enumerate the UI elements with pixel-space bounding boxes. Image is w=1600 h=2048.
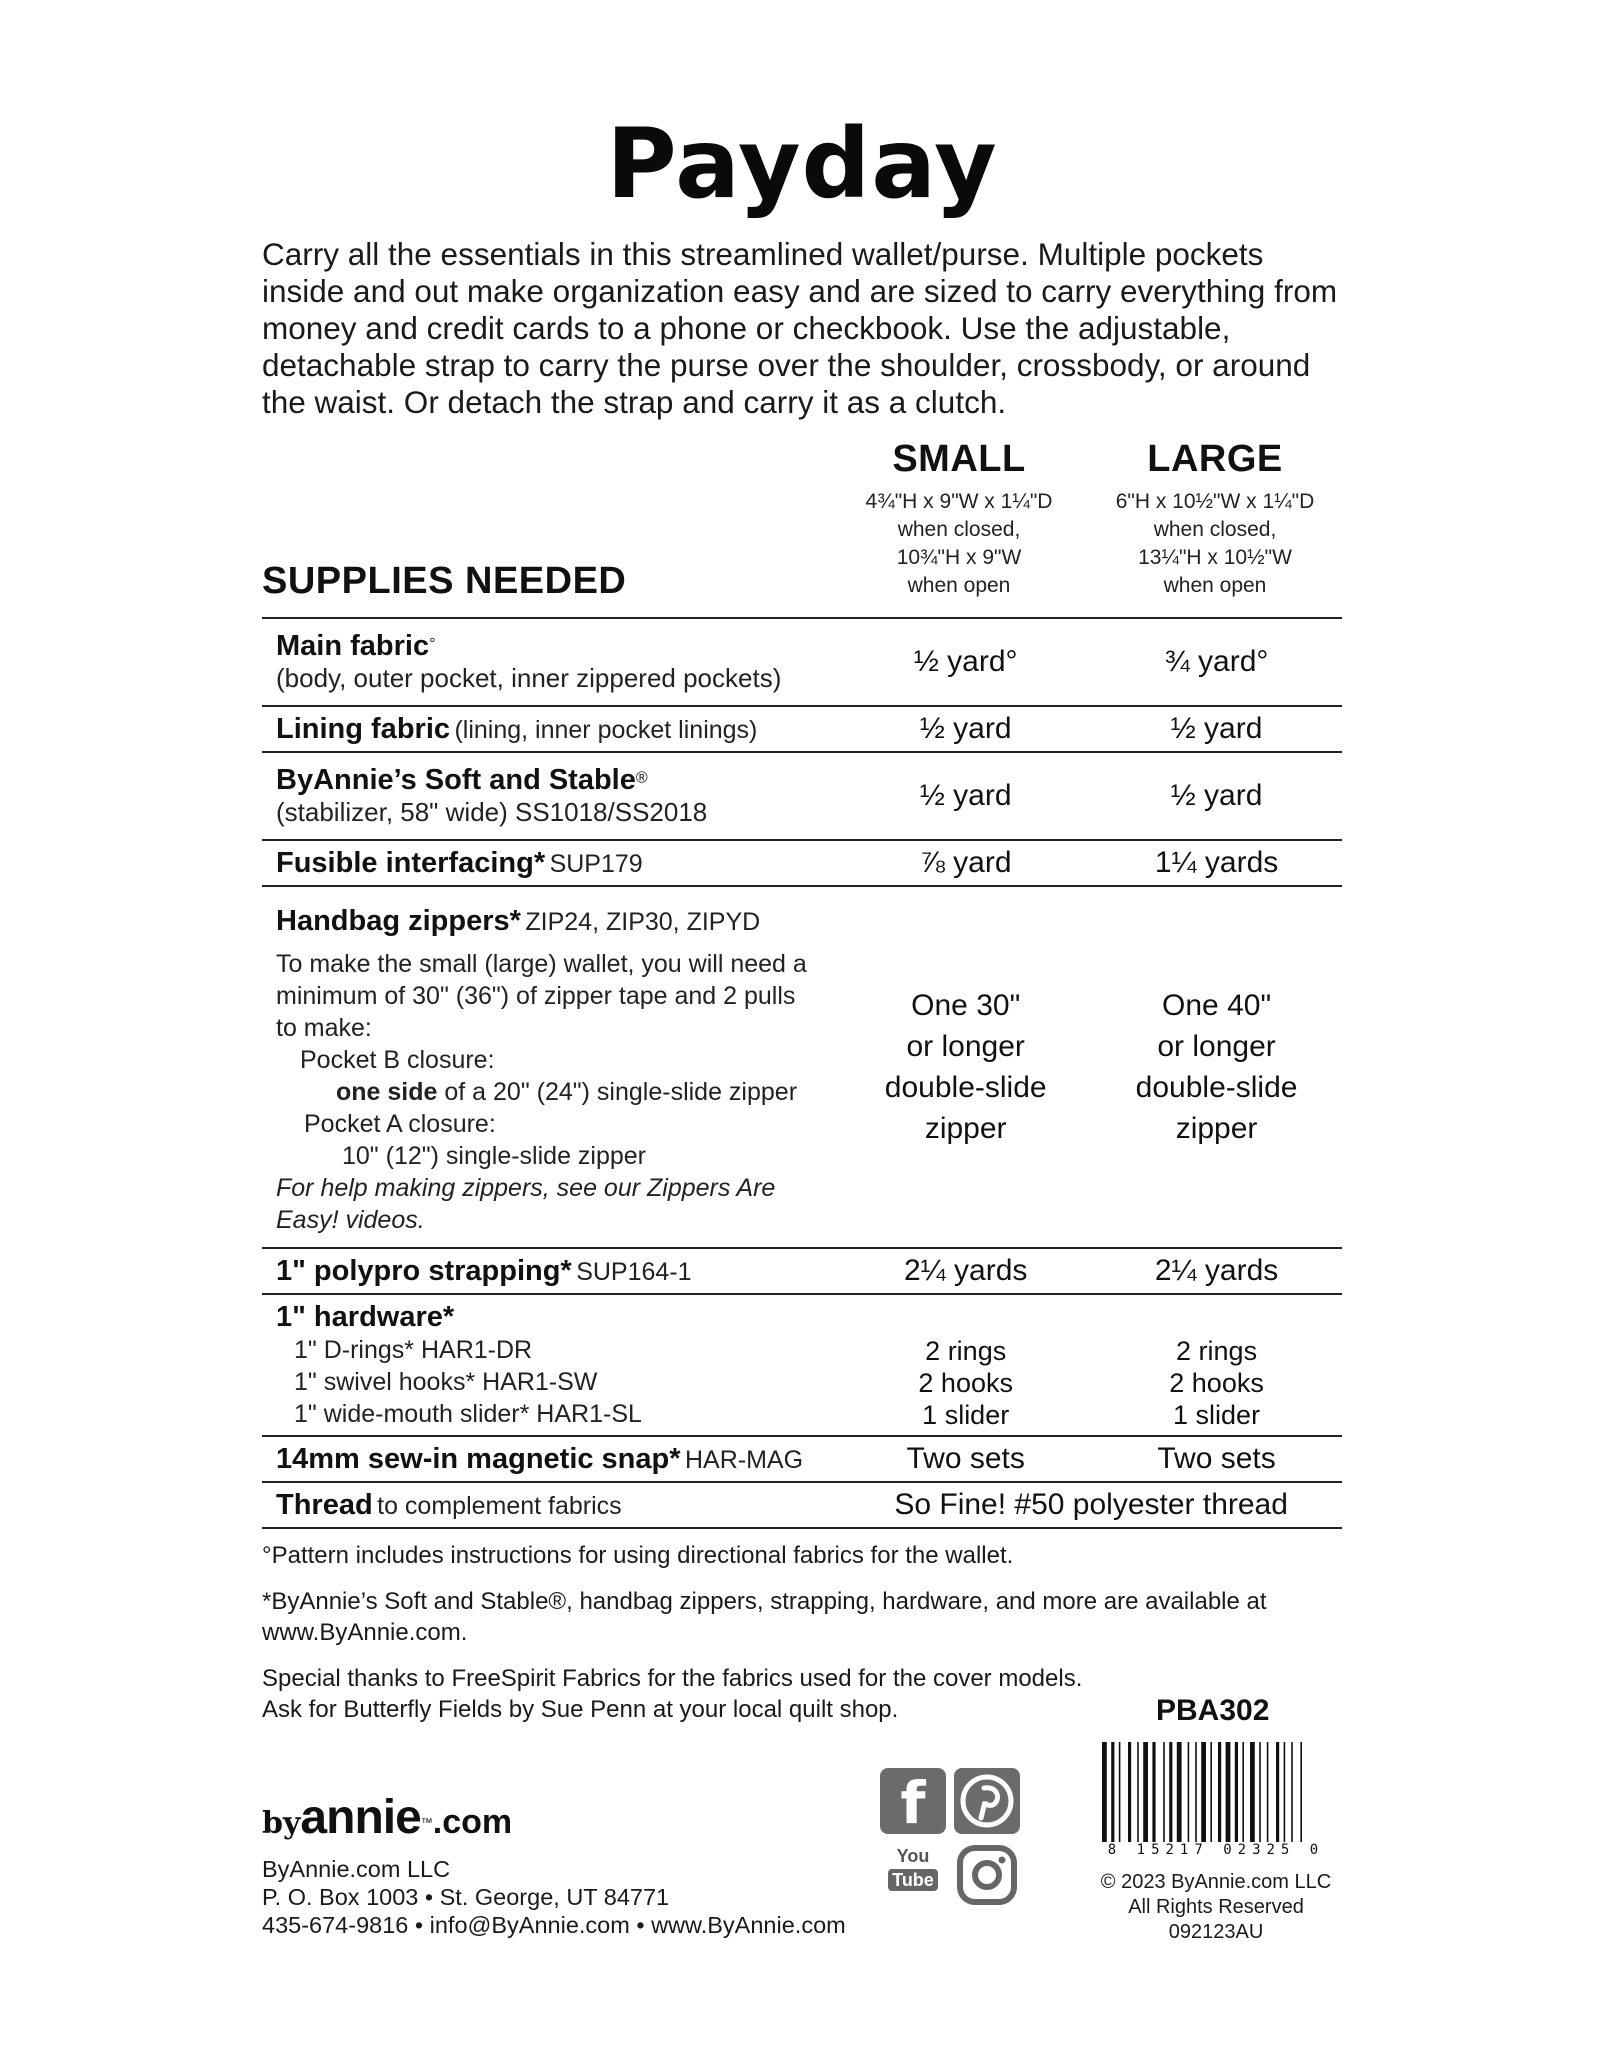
directional-note: °Pattern includes instructions for using directional fabrics for the wallet. xyxy=(262,1542,1014,1569)
item-note: SUP179 xyxy=(549,849,643,878)
qty-line: 1 slider xyxy=(922,1400,1010,1430)
item-cell xyxy=(262,752,840,840)
youtube-icon[interactable] xyxy=(880,1842,946,1908)
barcode-bar xyxy=(1235,1742,1238,1842)
dim-line: 13¼"H x 10½"W xyxy=(1138,546,1292,569)
note-line: *ByAnnie’s Soft and Stable®, handbag zippers, strapping, hardware, and more are available at xyxy=(262,1588,1267,1615)
instruction-line: minimum of 30" (36") of zipper tape and 2 pulls xyxy=(276,981,796,1010)
note-line: www.ByAnnie.com. xyxy=(262,1619,468,1646)
size-column-small xyxy=(834,436,1084,600)
item-cell xyxy=(262,1482,840,1528)
size-label-large: LARGE xyxy=(1147,438,1283,480)
item-name: Thread xyxy=(276,1488,373,1521)
instruction-line: To make the small (large) wallet, you will need a xyxy=(276,949,807,978)
logo-annie: annie xyxy=(300,1791,421,1844)
item-name: 1" hardware* xyxy=(276,1300,455,1333)
note-line: Special thanks to FreeSpirit Fabrics for the fabrics used for the cover models. xyxy=(262,1665,1083,1692)
logo-com: .com xyxy=(432,1803,513,1841)
barcode-bar xyxy=(1284,1742,1286,1842)
barcode-bar xyxy=(1210,1742,1212,1842)
instruction-line xyxy=(276,1076,840,1108)
barcode-bar xyxy=(1250,1742,1255,1842)
logo-by: by xyxy=(262,1806,301,1841)
copyright-line: 092123AU xyxy=(1168,1921,1264,1943)
copyright-block xyxy=(1098,1870,1334,1945)
table-row xyxy=(262,840,1342,886)
qty-line: zipper xyxy=(1175,1112,1258,1145)
youtube-text: Tube xyxy=(888,1869,938,1891)
facebook-glyph: f xyxy=(900,1769,926,1837)
item-note: (body, outer pocket, inner zippered pockets) xyxy=(276,663,782,693)
social-links xyxy=(880,1768,1030,1918)
table-row xyxy=(262,1436,1342,1482)
instagram-glyph xyxy=(954,1842,1020,1908)
byannie-logo xyxy=(262,1790,512,1854)
barcode-bar xyxy=(1291,1742,1293,1842)
intro-paragraph: Carry all the essentials in this streamlined wallet/purse. Multiple pockets inside and out make organization easy and are sized to carry everything from money and credit cards to a phone or checkbook. Use the adjustable, detachable strap to carry the purse over the shoulder, crossbody, or around the waist. Or detach the strap and carry it as a clutch. xyxy=(262,236,1338,420)
pattern-back-cover xyxy=(262,0,1342,2048)
qty-small xyxy=(840,1294,1091,1436)
detail-text: of a 20" (24") single-slide zipper xyxy=(444,1077,798,1106)
qty-large: 2¼ yards xyxy=(1091,1248,1342,1294)
barcode-bar xyxy=(1111,1742,1114,1842)
note-line: Ask for Butterfly Fields by Sue Penn at your local quilt shop. xyxy=(262,1696,899,1723)
instruction-line: Pocket B closure: xyxy=(300,1045,495,1074)
item-name: Main fabric xyxy=(276,630,430,662)
dim-line: when closed, xyxy=(1153,518,1277,541)
address-line: ByAnnie.com LLC xyxy=(262,1856,451,1882)
qty-large: ½ yard xyxy=(1091,752,1342,840)
qty-both: So Fine! #50 polyester thread xyxy=(840,1482,1342,1528)
hardware-item: 1" wide-mouth slider* HAR1-SL xyxy=(294,1399,642,1428)
qty-line: or longer xyxy=(1157,1030,1276,1063)
barcode-bar xyxy=(1259,1742,1261,1842)
dim-line: when open xyxy=(1163,574,1267,597)
item-name: ByAnnie’s Soft and Stable xyxy=(276,764,636,796)
table-row xyxy=(262,886,1342,1248)
item-note: to complement fabrics xyxy=(377,1491,622,1520)
item-cell xyxy=(262,1436,840,1482)
barcode-bar xyxy=(1143,1742,1148,1842)
qty-line: 2 hooks xyxy=(1169,1368,1264,1398)
barcode-bar xyxy=(1102,1742,1107,1842)
qty-line: One 40" xyxy=(1162,989,1272,1022)
barcode-bar xyxy=(1152,1742,1155,1842)
barcode-bar xyxy=(1169,1742,1172,1842)
item-name: Lining fabric xyxy=(276,712,450,745)
qty-large: ¾ yard° xyxy=(1091,618,1342,706)
address-line: 435-674-9816 • info@ByAnnie.com • www.ByAnnie.com xyxy=(262,1912,846,1938)
logo-tm: ™ xyxy=(420,1815,433,1830)
page-title: Payday xyxy=(606,108,998,220)
address-line: P. O. Box 1003 • St. George, UT 84771 xyxy=(262,1884,670,1910)
dim-line: when open xyxy=(907,574,1011,597)
dim-line: 10¾"H x 9"W xyxy=(896,546,1022,569)
item-note: (lining, inner pocket linings) xyxy=(454,715,758,744)
pinterest-icon[interactable] xyxy=(954,1768,1020,1834)
item-name: Handbag zippers* xyxy=(276,904,521,937)
qty-line: One 30" xyxy=(911,989,1021,1022)
barcode-bar xyxy=(1300,1742,1302,1842)
size-dimensions-small xyxy=(834,488,1084,600)
item-cell xyxy=(262,1294,840,1436)
hardware-item: 1" D-rings* HAR1-DR xyxy=(294,1335,533,1364)
emphasis-text: one side xyxy=(336,1077,438,1106)
item-note: (stabilizer, 58" wide) SS1018/SS2018 xyxy=(276,797,708,827)
item-cell xyxy=(262,840,840,886)
qty-line: double-slide xyxy=(1135,1071,1298,1104)
qty-small xyxy=(840,886,1091,1248)
table-row xyxy=(262,1482,1342,1528)
instruction-line: to make: xyxy=(276,1013,372,1042)
qty-small: ⅞ yard xyxy=(840,840,1091,886)
table-row xyxy=(262,752,1342,840)
size-label-small: SMALL xyxy=(892,438,1026,480)
item-name: Fusible interfacing* xyxy=(276,846,546,879)
qty-large: ½ yard xyxy=(1091,706,1342,752)
copyright-line: All Rights Reserved xyxy=(1128,1896,1304,1918)
supplies-table xyxy=(262,617,1342,1529)
item-note: ZIP24, ZIP30, ZIPYD xyxy=(525,907,761,936)
company-address xyxy=(262,1855,846,1939)
qty-small: ½ yard° xyxy=(840,618,1091,706)
barcode-bar xyxy=(1137,1742,1139,1842)
item-cell xyxy=(262,886,840,1248)
barcode-bar xyxy=(1128,1742,1131,1842)
help-note: Easy! videos. xyxy=(276,1205,425,1234)
barcode xyxy=(1098,1742,1334,1842)
table-row xyxy=(262,618,1342,706)
supplies-heading: SUPPLIES NEEDED xyxy=(262,560,627,602)
barcode-bar xyxy=(1242,1742,1244,1842)
qty-small: Two sets xyxy=(840,1436,1091,1482)
barcode-bar xyxy=(1119,1742,1121,1842)
qty-small: ½ yard xyxy=(840,752,1091,840)
qty-large: Two sets xyxy=(1091,1436,1342,1482)
copyright-line: © 2023 ByAnnie.com LLC xyxy=(1100,1871,1332,1893)
qty-small: ½ yard xyxy=(840,706,1091,752)
item-name: 14mm sew-in magnetic snap* xyxy=(276,1442,681,1475)
dim-line: when closed, xyxy=(897,518,1021,541)
hardware-item: 1" swivel hooks* HAR1-SW xyxy=(294,1367,598,1396)
barcode-bar xyxy=(1163,1742,1165,1842)
registered-mark: ® xyxy=(635,769,648,787)
size-dimensions-large xyxy=(1090,488,1340,600)
help-note: For help making zippers, see our Zippers Are xyxy=(276,1173,776,1202)
item-note: SUP164-1 xyxy=(576,1257,692,1286)
zipper-instructions xyxy=(276,948,840,1236)
qty-large xyxy=(1091,1294,1342,1436)
size-column-large xyxy=(1090,436,1340,600)
table-row xyxy=(262,1294,1342,1436)
item-cell xyxy=(262,1248,840,1294)
qty-line: 2 rings xyxy=(925,1336,1007,1366)
table-row xyxy=(262,706,1342,752)
degree-mark: ° xyxy=(429,635,436,653)
item-note: HAR-MAG xyxy=(684,1445,804,1474)
dim-line: 4¾"H x 9"W x 1¼"D xyxy=(865,490,1053,513)
qty-small: 2¼ yards xyxy=(840,1248,1091,1294)
item-cell xyxy=(262,706,840,752)
qty-line: 2 rings xyxy=(1176,1336,1258,1366)
pinterest-glyph xyxy=(954,1768,1020,1834)
qty-line: double-slide xyxy=(884,1071,1047,1104)
barcode-bar xyxy=(1195,1742,1197,1842)
qty-line: zipper xyxy=(924,1112,1007,1145)
qty-line: 1 slider xyxy=(1173,1400,1261,1430)
item-cell xyxy=(262,618,840,706)
dim-line: 6"H x 10½"W x 1¼"D xyxy=(1115,490,1315,513)
barcode-bar xyxy=(1177,1742,1182,1842)
item-name: 1" polypro strapping* xyxy=(276,1254,572,1287)
table-row xyxy=(262,1248,1342,1294)
barcode-bar xyxy=(1218,1742,1221,1842)
barcode-bar xyxy=(1201,1742,1206,1842)
youtube-text: You xyxy=(896,1846,930,1866)
qty-large xyxy=(1091,886,1342,1248)
instruction-line: 10" (12") single-slide zipper xyxy=(342,1141,647,1170)
instruction-line: Pocket A closure: xyxy=(304,1109,496,1138)
qty-large: 1¼ yards xyxy=(1091,840,1342,886)
availability-note xyxy=(262,1586,1342,1648)
sku-code: PBA302 xyxy=(1156,1694,1270,1727)
barcode-bar xyxy=(1226,1742,1231,1842)
barcode-number: 8 15217 02325 0 xyxy=(1107,1842,1325,1858)
facebook-icon[interactable] xyxy=(880,1768,946,1837)
barcode-bar xyxy=(1267,1742,1269,1842)
barcode-bar xyxy=(1276,1742,1279,1842)
instagram-icon[interactable] xyxy=(954,1842,1020,1908)
qty-line: 2 hooks xyxy=(918,1368,1013,1398)
qty-line: or longer xyxy=(906,1030,1025,1063)
barcode-bar xyxy=(1188,1742,1190,1842)
